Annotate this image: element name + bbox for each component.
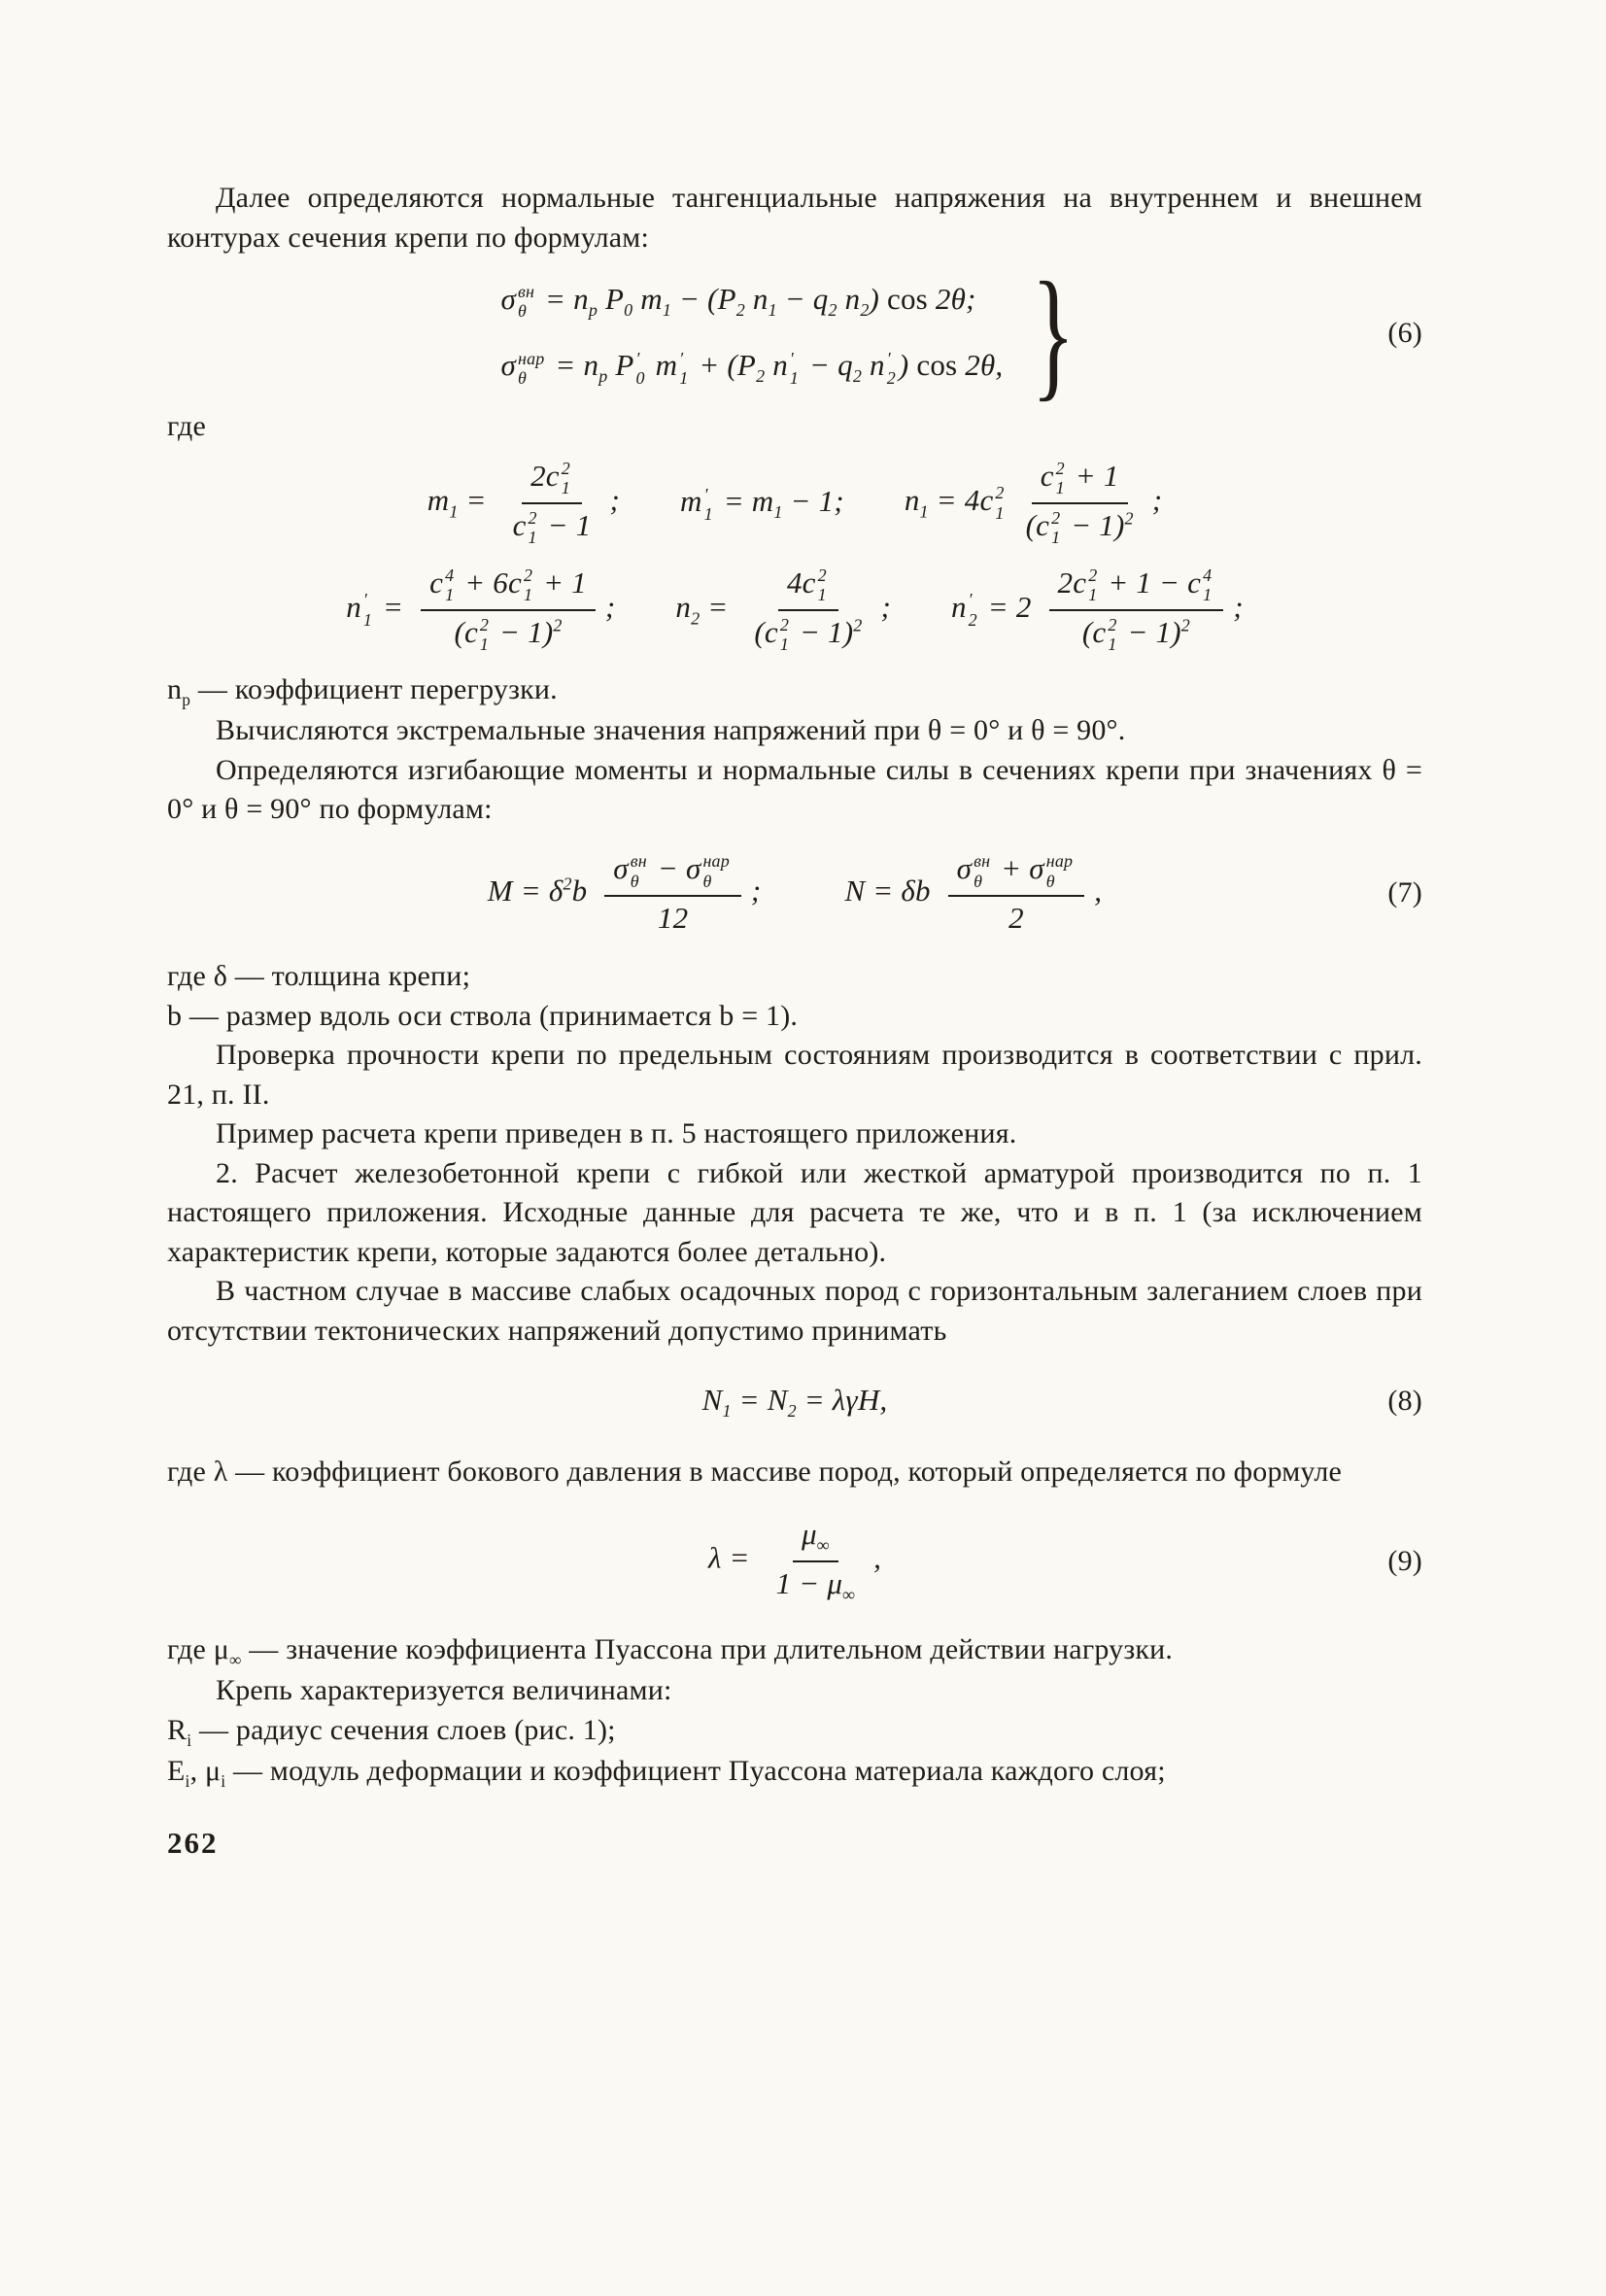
formula-n1-prime: n ′ 1 = c 4 1 + 6c 2 1 + 1 (c 2 1 − 1)$^2$ ;	[346, 565, 616, 655]
equation-6-line-1: σ вн θ = $n_р$ $P_0$ $m_1 - (P_2$ $n_1 - q_2$ $n_2$) cos 2θ;	[500, 281, 976, 322]
paragraph-check: Проверка прочности крепи по предельным состояниям производится в соответствии с прил. 21, п. II.	[167, 1039, 1422, 1111]
formula-N1-N2: $N_1 = N_2 = \lambda\gamma H$,	[701, 1383, 888, 1422]
formula-n2: $n_2$ = 4c 2 1 (c 2 1 − 1)$^2$ ;	[675, 565, 891, 655]
page-number: 262	[167, 1825, 219, 1860]
definition-E: $E_i$, $\mu_i$ — модуль деформации и коэффициент Пуассона материала каждого слоя;	[167, 1755, 1166, 1792]
paragraph-extremal: Вычисляются экстремальные значения напряжений при θ = 0° и θ = 90°.	[216, 714, 1126, 747]
system-brace: }	[1032, 253, 1076, 414]
definition-lambda: где λ — коэффициент бокового давления в массиве пород, который определяется по формуле	[167, 1455, 1343, 1488]
paragraph-intro: Далее определяются нормальные тангенциальные напряжения на внутреннем и внешнем контурах сечения крепи по формулам:	[167, 182, 1422, 254]
formula-lambda: λ = $\frac{\mu_\infty}{1 - \mu_\infty}$ ,	[707, 1517, 882, 1604]
equation-number-6: (6)	[1387, 316, 1422, 349]
paragraph-partial-case: В частном случае в массиве слабых осадочных пород с горизонтальным залеганием слоев при отсутствии тектонических напряжений допустимо принимать	[167, 1275, 1422, 1347]
paragraph-example: Пример расчета крепи приведен в п. 5 настоящего приложения.	[216, 1117, 1017, 1150]
paragraph-krep: Крепь характеризуется величинами:	[216, 1674, 672, 1707]
paragraph-moments: Определяются изгибающие моменты и нормальные силы в сечениях крепи при значениях θ = 0° и θ = 90° по формулам:	[167, 753, 1422, 826]
equation-7	[167, 851, 1422, 937]
formula-m1: $m_1$ = 2c 2 1 c 2 1 − 1 ;	[427, 458, 620, 548]
equation-number-8: (8)	[1387, 1385, 1422, 1418]
equation-row-m	[167, 459, 1422, 548]
definition-np: $n_р$ — коэффициент перегрузки.	[167, 672, 558, 709]
paragraph-item2: 2. Расчет железобетонной крепи с гибкой или жесткой арматурой производится по п. 1 настоящего приложения. Исходные данные для расчета те же, что и в п. 1 (за исключением характеристик крепи, которые задаются более детально).	[167, 1156, 1422, 1268]
word-gde: где	[167, 410, 206, 442]
equation-6	[167, 253, 1422, 414]
definition-mu: где $\mu_\infty$ — значение коэффициента Пуассона при длительном действии нагрузки.	[167, 1632, 1174, 1669]
equation-9	[167, 1517, 1422, 1605]
equation-7-pair	[488, 851, 1102, 937]
definition-delta: где δ — толщина крепи;	[167, 960, 471, 993]
equation-6-system	[500, 279, 1003, 389]
equation-number-9: (9)	[1387, 1544, 1422, 1577]
page-content	[167, 179, 1422, 1864]
equation-row-n	[167, 565, 1422, 655]
formula-N: N = δb σ вн θ + σ нар θ 2 ,	[844, 850, 1103, 935]
definition-R: $R_i$ — радиус сечения слоев (рис. 1);	[167, 1713, 616, 1750]
formula-n2-prime: n ′ 2 = 2 2c 2 1 + 1 − c 4 1 (c 2 1 − 1)$^2$ ;	[950, 565, 1244, 655]
formula-M: $M = \delta^2b$ σ вн θ − σ нар θ 12 ;	[487, 850, 762, 935]
formula-n1: $n_1 = 4c$ 2 1 c 2 1 + 1 (c 2 1 − 1)$^2$ ;	[904, 458, 1163, 548]
equation-number-7: (7)	[1387, 876, 1422, 909]
definition-b: b — размер вдоль оси ствола (принимается b = 1).	[167, 999, 799, 1032]
equation-6-line-2: σ нар θ = $n_р$ P ′ 0 m ′ 1 + ($P_2$ n ′ 1 − $q_2$ n ′ 2 ) cos 2θ,	[500, 348, 1004, 388]
equation-8	[167, 1380, 1422, 1422]
formula-m1-prime: m ′ 1 = $m_1 - 1$;	[680, 484, 844, 525]
